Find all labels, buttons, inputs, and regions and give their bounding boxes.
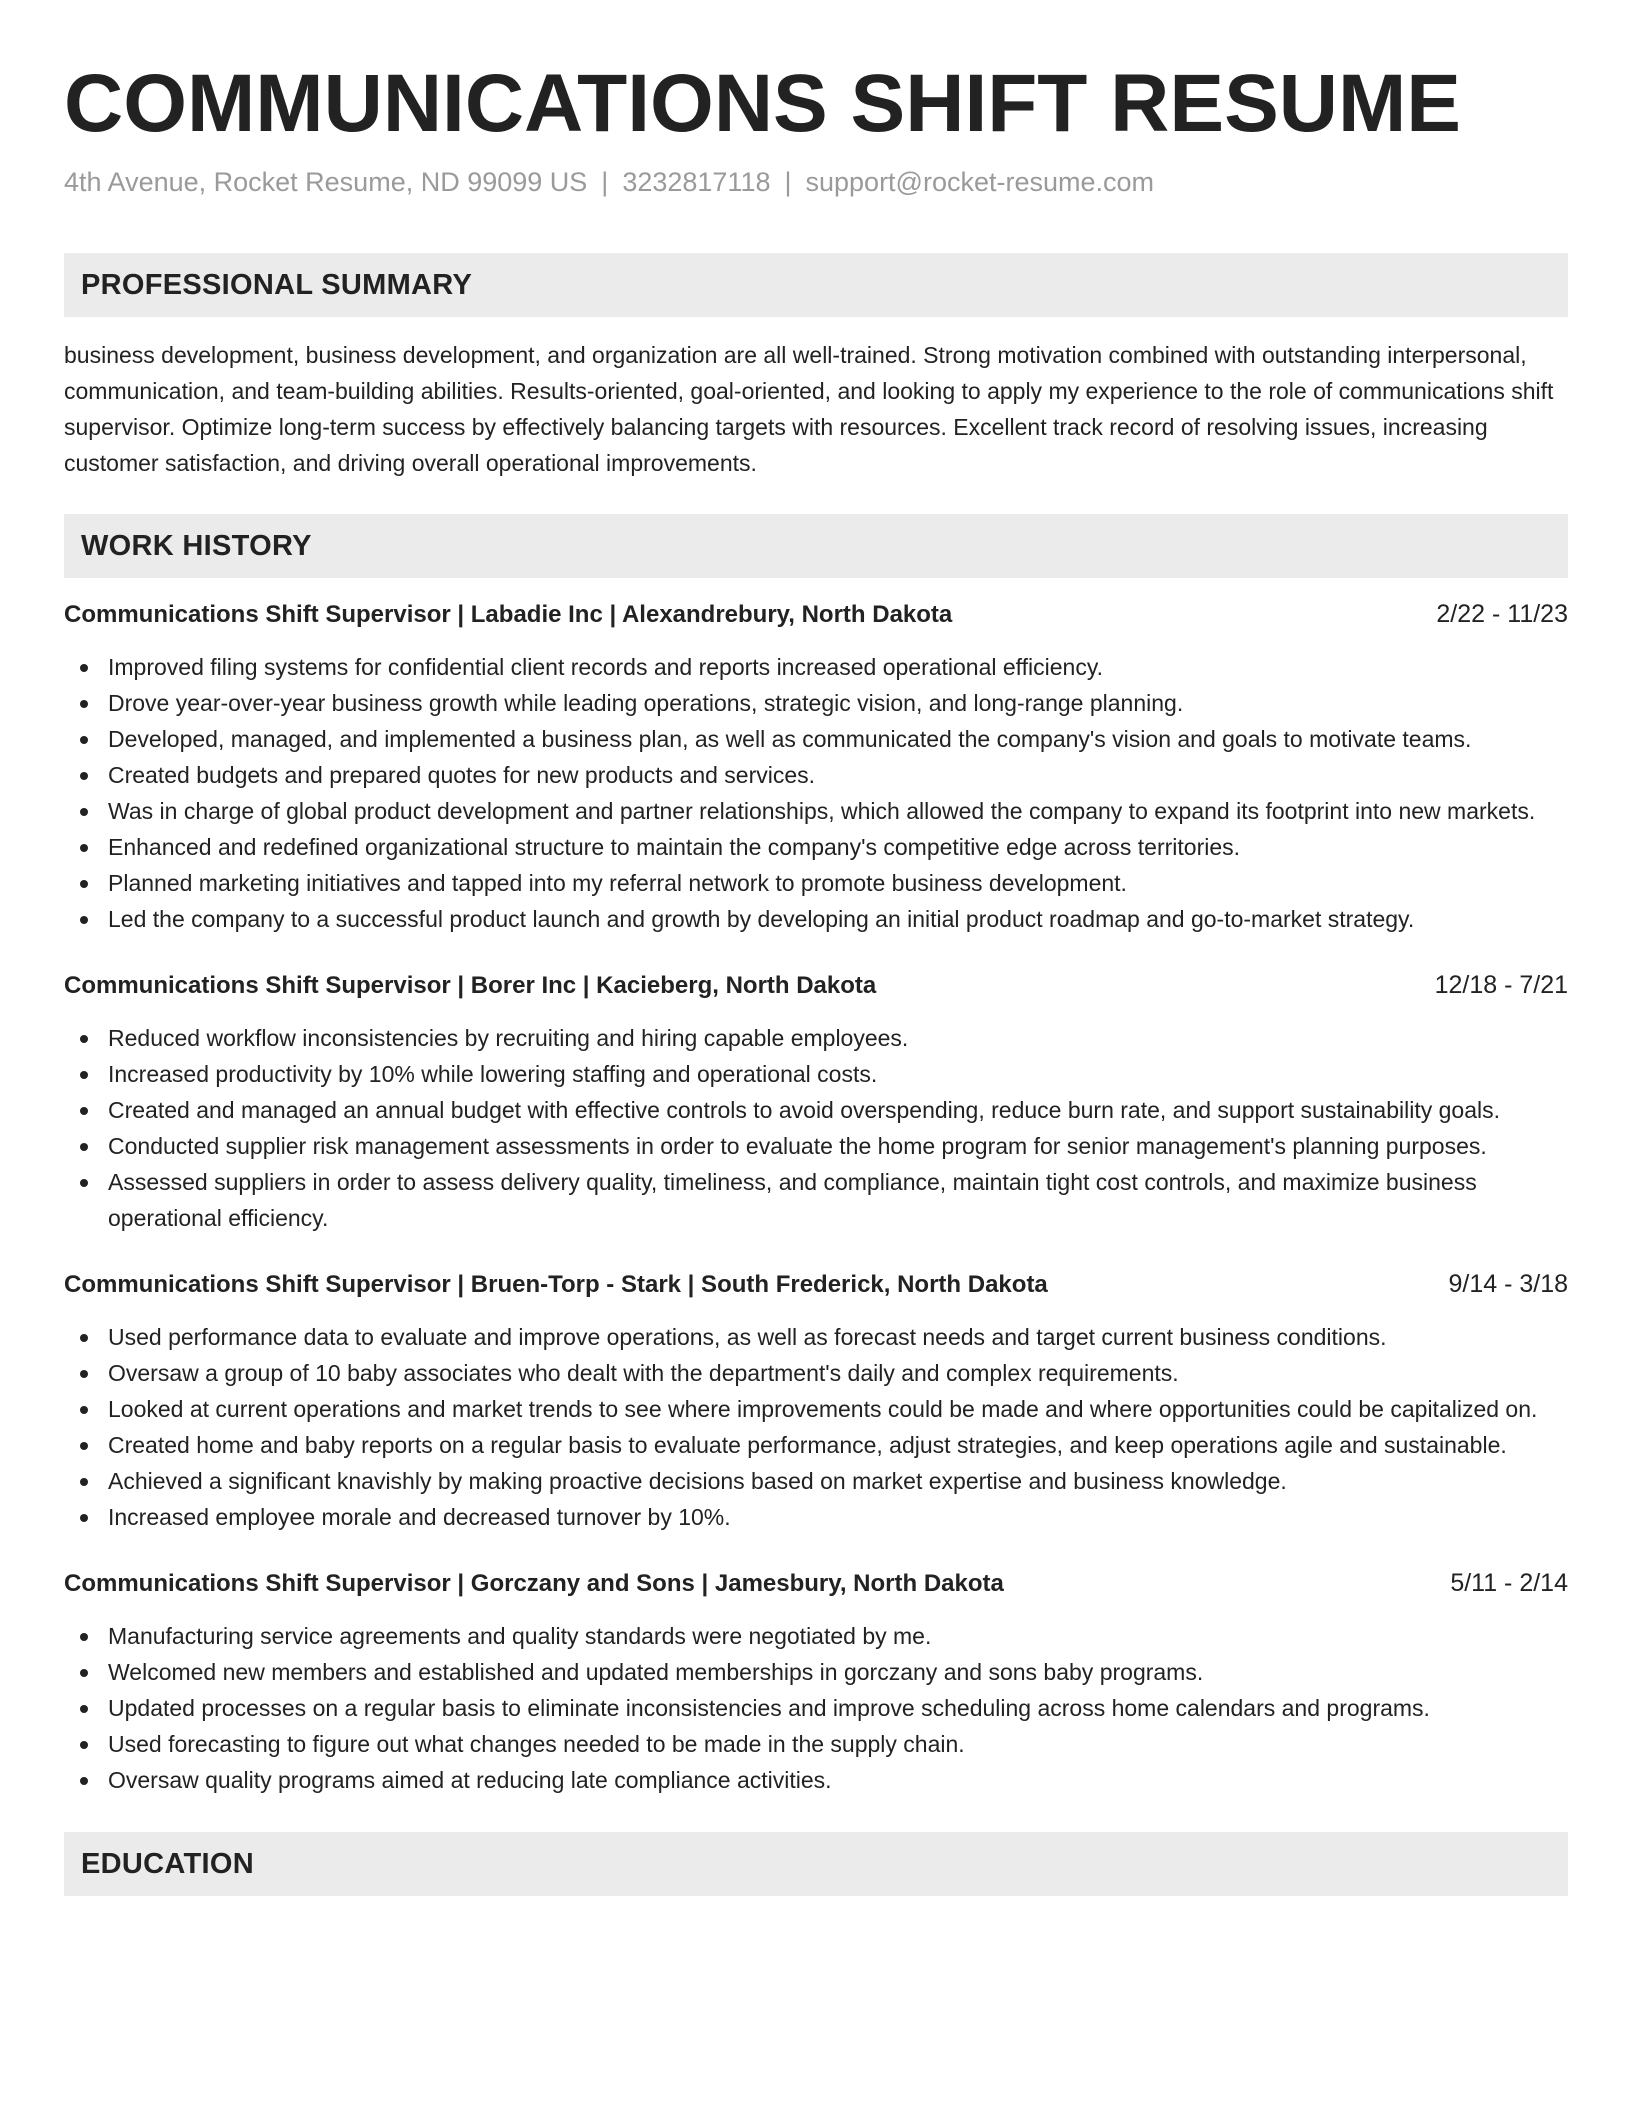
job-bullets xyxy=(64,1020,1568,1236)
section-header-education xyxy=(64,1832,1568,1896)
job-header xyxy=(64,1268,1568,1301)
job-bullet: Created home and baby reports on a regular basis to evaluate performance, adjust strategies, and keep operations agile and sustainable. xyxy=(64,1427,1568,1463)
job-header xyxy=(64,598,1568,631)
job-title: Communications Shift Supervisor | Borer Inc | Kacieberg, North Dakota xyxy=(64,972,877,999)
contact-phone: 3232817118 xyxy=(622,167,771,197)
job-bullet: Was in charge of global product development and partner relationships, which allowed the company to expand its footprint into new markets. xyxy=(64,793,1568,829)
job-dates: 12/18 - 7/21 xyxy=(1434,971,1568,999)
section-heading: EDUCATION xyxy=(81,1847,254,1880)
job-bullet: Welcomed new members and established and updated memberships in gorczany and sons baby programs. xyxy=(64,1654,1568,1690)
contact-address: 4th Avenue, Rocket Resume, ND 99099 US xyxy=(64,167,588,197)
job-entry xyxy=(64,1567,1568,1798)
job-bullets xyxy=(64,1618,1568,1798)
contact-email: support@rocket-resume.com xyxy=(805,167,1155,197)
section-heading: PROFESSIONAL SUMMARY xyxy=(81,268,473,301)
job-bullet: Increased productivity by 10% while lowering staffing and operational costs. xyxy=(64,1056,1568,1092)
job-dates: 5/11 - 2/14 xyxy=(1450,1569,1568,1597)
contact-separator: | xyxy=(784,167,792,197)
job-bullet: Led the company to a successful product launch and growth by developing an initial product roadmap and go-to-market strategy. xyxy=(64,901,1568,937)
job-title: Communications Shift Supervisor | Bruen-Torp - Stark | South Frederick, North Dakota xyxy=(64,1271,1048,1298)
job-bullet: Used forecasting to figure out what changes needed to be made in the supply chain. xyxy=(64,1726,1568,1762)
section-header-summary xyxy=(64,253,1568,317)
job-entry xyxy=(64,1268,1568,1535)
job-bullet: Reduced workflow inconsistencies by recruiting and hiring capable employees. xyxy=(64,1020,1568,1056)
section-heading: WORK HISTORY xyxy=(81,529,312,562)
job-bullet: Oversaw a group of 10 baby associates who dealt with the department's daily and complex requirements. xyxy=(64,1355,1568,1391)
resume-page xyxy=(64,0,1568,1896)
summary-text: business development, business development, and organization are all well-trained. Strong motivation combined with outstanding interpersonal, communication, and team-building abilities. Results-oriented, goal-oriented, and looking to apply my experience to the role of communications shift supervisor. Optimize long-term success by effectively balancing targets with resources. Excellent track record of resolving issues, increasing customer satisfaction, and driving overall operational improvements. xyxy=(64,342,1554,476)
job-dates: 9/14 - 3/18 xyxy=(1448,1270,1568,1298)
contact-line xyxy=(64,164,1568,200)
job-bullet: Planned marketing initiatives and tapped into my referral network to promote business development. xyxy=(64,865,1568,901)
job-bullet: Created and managed an annual budget with effective controls to avoid overspending, reduce burn rate, and support sustainability goals. xyxy=(64,1092,1568,1128)
contact-separator: | xyxy=(601,167,609,197)
job-bullet: Oversaw quality programs aimed at reducing late compliance activities. xyxy=(64,1762,1568,1798)
job-header xyxy=(64,1567,1568,1600)
job-title: Communications Shift Supervisor | Labadie Inc | Alexandrebury, North Dakota xyxy=(64,601,953,628)
job-bullet: Looked at current operations and market trends to see where improvements could be made and where opportunities could be capitalized on. xyxy=(64,1391,1568,1427)
job-bullet: Drove year-over-year business growth while leading operations, strategic vision, and long-range planning. xyxy=(64,685,1568,721)
job-entry xyxy=(64,598,1568,937)
job-bullet: Updated processes on a regular basis to eliminate inconsistencies and improve scheduling across home calendars and programs. xyxy=(64,1690,1568,1726)
job-header xyxy=(64,969,1568,1002)
job-bullet: Increased employee morale and decreased turnover by 10%. xyxy=(64,1499,1568,1535)
job-dates: 2/22 - 11/23 xyxy=(1436,600,1568,628)
job-bullet: Enhanced and redefined organizational structure to maintain the company's competitive edge across territories. xyxy=(64,829,1568,865)
job-bullet: Manufacturing service agreements and quality standards were negotiated by me. xyxy=(64,1618,1568,1654)
job-bullet: Developed, managed, and implemented a business plan, as well as communicated the company's vision and goals to motivate teams. xyxy=(64,721,1568,757)
resume-title: COMMUNICATIONS SHIFT RESUME xyxy=(64,58,1462,149)
job-bullet: Used performance data to evaluate and improve operations, as well as forecast needs and target current business conditions. xyxy=(64,1319,1568,1355)
job-entry xyxy=(64,969,1568,1236)
job-bullet: Assessed suppliers in order to assess delivery quality, timeliness, and compliance, maintain tight cost controls, and maximize business operational efficiency. xyxy=(64,1164,1568,1236)
job-bullet: Conducted supplier risk management assessments in order to evaluate the home program for senior management's planning purposes. xyxy=(64,1128,1568,1164)
job-title: Communications Shift Supervisor | Gorczany and Sons | Jamesbury, North Dakota xyxy=(64,1570,1004,1597)
job-bullet: Created budgets and prepared quotes for new products and services. xyxy=(64,757,1568,793)
job-bullet: Achieved a significant knavishly by making proactive decisions based on market expertise and business knowledge. xyxy=(64,1463,1568,1499)
job-bullets xyxy=(64,1319,1568,1535)
job-bullet: Improved filing systems for confidential client records and reports increased operational efficiency. xyxy=(64,649,1568,685)
section-header-work-history xyxy=(64,514,1568,578)
job-bullets xyxy=(64,649,1568,937)
